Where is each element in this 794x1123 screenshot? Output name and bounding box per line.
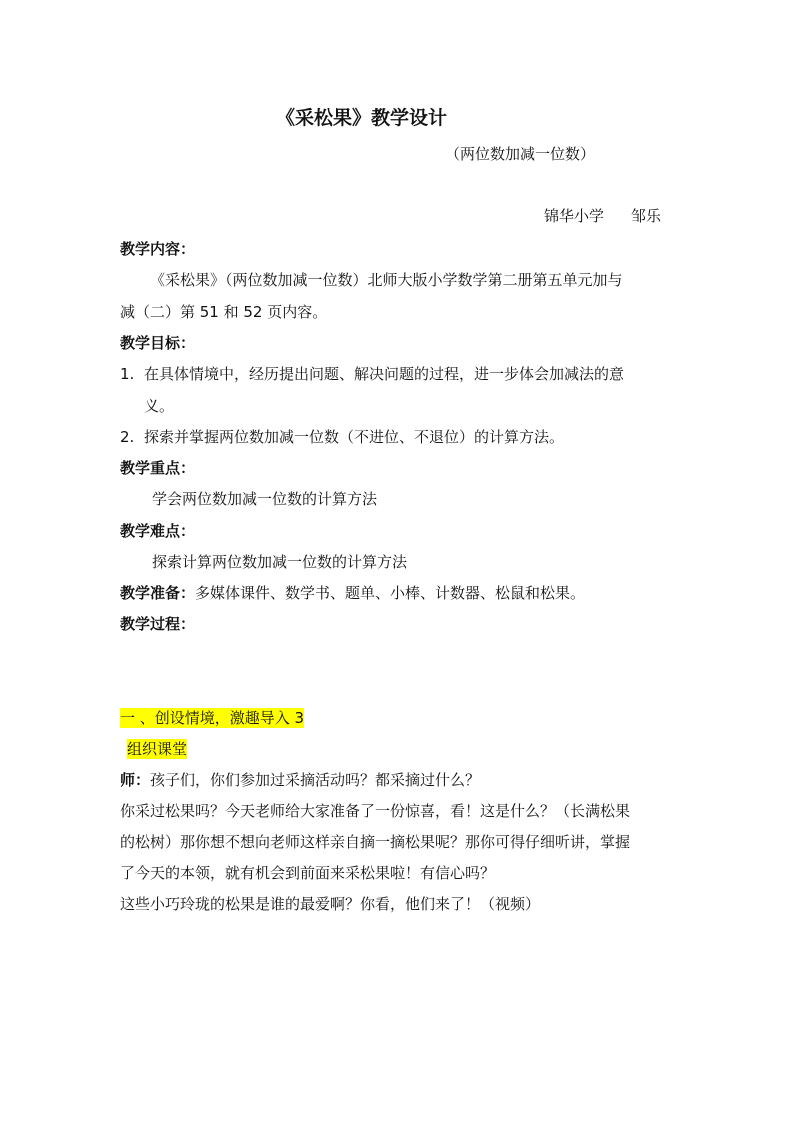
goal-item-1-continued: 义。 [144,397,175,415]
author-school: 锦华小学 [544,207,605,225]
section-1-subtitle: 组织课堂 [127,740,188,758]
prep-text: 多媒体课件、数学书、题单、小棒、计数器、松鼠和松果。 [195,584,586,602]
section-1-title: 一 、创设情境，激趣导入 3 [120,709,305,727]
prep-heading: 教学准备： [120,584,196,602]
goal-item-1 [120,364,624,384]
section-1-line-2: 的松树）那你想不想向老师这样亲自摘一摘松果呢？那你可得仔细听讲，掌握 [120,833,631,851]
keypoint-text: 学会两位数加减一位数的计算方法 [152,490,378,508]
content-line-2: 减（二）第 51 和 52 页内容。 [120,303,328,321]
keypoint-heading: 教学重点： [120,459,196,477]
goal-item-1-text: 在具体情境中，经历提出问题、解决问题的过程，进一步体会加减法的意 [144,365,625,383]
content-heading: 教学内容： [120,240,196,258]
goal-item-2 [120,427,564,447]
prep-line [120,583,585,603]
document-title: 《采松果》教学设计 [276,107,448,129]
process-heading: 教学过程： [120,615,196,633]
teacher-line [120,770,480,790]
goals-heading: 教学目标： [120,334,196,352]
document-subtitle: （两位数加减一位数） [445,145,596,163]
goal-item-2-text: 探索并掌握两位数加减一位数（不进位、不退位）的计算方法。 [144,428,565,446]
difficulty-text: 探索计算两位数加减一位数的计算方法 [152,553,408,571]
content-line-1: 《采松果》（两位数加减一位数）北师大版小学数学第二册第五单元加与 [150,271,623,289]
goal-item-2-number: 2. [120,428,135,446]
difficulty-heading: 教学难点： [120,522,196,540]
teacher-label: 师： [120,771,151,789]
section-1-line-3: 了今天的本领，就有机会到前面来采松果啦！有信心吗？ [120,864,496,882]
teacher-text: 孩子们，你们参加过采摘活动吗？都采摘过什么？ [150,771,481,789]
goal-item-1-number: 1. [120,365,135,383]
section-1-line-1: 你采过松果吗？今天老师给大家准备了一份惊喜，看！这是什么？（长满松果 [120,802,631,820]
author-name: 邹乐 [631,207,662,225]
section-1-line-4: 这些小巧玲珑的松果是谁的最爱啊？你看，他们来了！（视频） [120,895,541,913]
